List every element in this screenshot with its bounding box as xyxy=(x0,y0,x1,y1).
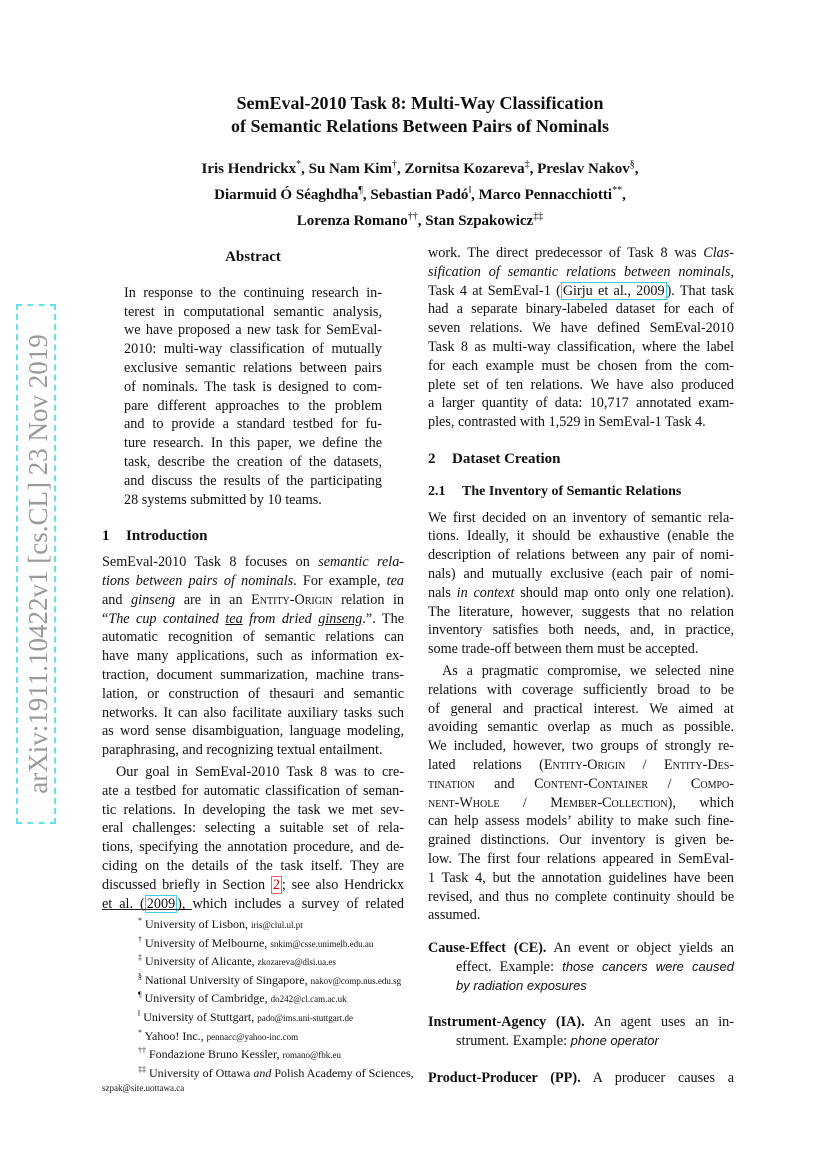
footnote: † University of Melbourne, snkim@csse.unimelb.edu.au xyxy=(138,934,374,950)
author-list xyxy=(100,154,740,232)
abstract-line: and to provide a standard testbed for fu- xyxy=(124,416,382,433)
intro-paragraph-1: SemEval-2010 Task 8 focuses on semantic rela- tions between pairs of nominals. For example, tea and ginseng are in an Entity-Origin relation in “The cup contained tea from dried ginseng.”. The automatic recognition of semantic relations can have many applications, such as information ex- traction, document summarization, machine trans- lation, or construction of thesauri and semantic networks. It can also facilitate auxiliary tasks such as word sense disambiguation, language modeling, paraphrasing, and recognizing textual entailment. xyxy=(102,554,405,759)
footnote: * University of Lisbon, iris@clul.ul.pt xyxy=(138,916,303,931)
relation-definition-product-producer: Product-Producer (PP). A producer causes a xyxy=(428,1070,735,1087)
section2-paragraph-1: We first decided on an inventory of semantic rela- tions. Ideally, it should be exhaustive (enable the description of relations between any pair of nomi- nals) and mutually exclusive (each pair of nomi- nals in context should map onto only one relation). The literature, however, suggests that no relation inventory satisfies both needs, and, in practice, some trade-off between them must be accepted. xyxy=(428,509,734,658)
abstract-line: of nominals. The task is designed to com- xyxy=(124,378,382,395)
footnote: ¶ University of Cambridge, do242@cl.cam.ac.uk xyxy=(138,990,347,1006)
abstract-heading: Abstract xyxy=(225,249,281,265)
author-line-1: Iris Hendrickx*, Su Nam Kim†, Zornitsa Kozareva‡, Preslav Nakov§, xyxy=(201,159,639,177)
arxiv-stamp: arXiv:1911.10422v1 [cs.CL] 23 Nov 2019 xyxy=(16,304,56,824)
subsection-heading-inventory: 2.1 The Inventory of Semantic Relations xyxy=(428,483,682,499)
abstract-line: 2010: multi-way classification of mutually xyxy=(124,341,382,358)
abstract-line: exclusive semantic relations between pairs xyxy=(124,359,382,376)
footnote: ‡ University of Alicante, zkozareva@dlsi.ua.es xyxy=(138,953,336,969)
abstract-line: In response to the continuing research in- xyxy=(124,284,382,301)
footnote: †† Fondazione Bruno Kessler, romano@fbk.eu xyxy=(138,1046,342,1062)
abstract-body xyxy=(124,284,382,510)
intro-paragraph-2-continued: work. The direct predecessor of Task 8 was Clas- sification of semantic relations between nominals, Task 4 at SemEval-1 ( Girju et al., 2009 ). That task had a separate binary-labeled dataset for each of seven relations. We have defined SemEval-2010 Task 8 as multi-way classification, where the label for each example must be chosen from the com- plete set of ten relations. We have also produced a larger quantity of data: 10,717 annotated exam- ples, contrasted with 1,529 in SemEval-1 Task 4. xyxy=(428,245,734,431)
abstract-line: terest in computational semantic analysis, xyxy=(124,303,382,320)
section2-paragraph-2: As a pragmatic compromise, we selected nine relations with coverage sufficiently broad to be of general and practical interest. We aimed at avoiding semantic overlap as much as possible. We included, however, two groups of strongly re- lated relations (Entity-Origin / Entity-Des- tination and Content-Container / Compo- nent-Whole / Member-Collection), which can help assess models’ ability to make such fine- grained distinctions. Our inventory is given be- low. The first four relations appeared in SemEval- 1 Task 4, but the annotation guidelines have been revised, and thus no complete continuity should be assumed. xyxy=(428,662,734,924)
footnote: * Yahoo! Inc., pennacc@yahoo-inc.com xyxy=(138,1027,299,1043)
left-column xyxy=(102,244,404,913)
footnote: § National University of Singapore, nakov@comp.nus.edu.sg xyxy=(138,971,402,987)
author-line-2: Diarmuid Ó Séaghdha¶, Sebastian Padó‖, Marco Pennacchiotti**, xyxy=(214,185,626,203)
footnote: ‡‡ University of Ottawa and Polish Academy of Sciences, xyxy=(138,1064,414,1080)
paper-title xyxy=(100,92,740,138)
author-line-3: Lorenza Romano††, Stan Szpakowicz‡‡ xyxy=(296,211,544,229)
abstract-line: task, describe the creation of the datasets, xyxy=(124,453,382,470)
title-line-1: SemEval-2010 Task 8: Multi-Way Classification xyxy=(236,93,604,113)
abstract-line: 28 systems submitted by 10 teams. xyxy=(124,491,322,508)
citation-link-hendrickx-2009[interactable]: 2009 xyxy=(146,895,176,912)
footnotes xyxy=(102,909,414,1096)
relation-definition-instrument-agency: Instrument-Agency (IA). An agent uses an in- strument. Example: phone operator xyxy=(428,1014,734,1050)
right-column xyxy=(428,244,734,1088)
intro-paragraph-2: Our goal in SemEval-2010 Task 8 was to cre- ate a testbed for automatic classification of seman- tic relations. In developing the task we met sev- eral challenges: selecting a suitable set of rela- tions, specifying the annotation procedure, and de- ciding on the details of the task itself. They are discussed briefly in Section 2 ; see also Hendrickx et al. ( 2009 ), which includes a survey of related xyxy=(102,763,404,912)
section-2-link[interactable]: 2 xyxy=(272,876,280,893)
relation-definition-cause-effect: Cause-Effect (CE). An event or object yields an effect. Example: those cancers were caused by radiation exposures xyxy=(428,940,734,993)
abstract-line: ture research. In this paper, we define the xyxy=(124,435,382,452)
footnote: ‖ University of Stuttgart, pado@ims.uni-stuttgart.de xyxy=(138,1008,354,1024)
title-line-2: of Semantic Relations Between Pairs of Nominals xyxy=(231,116,609,136)
section-heading-dataset-creation: 2 Dataset Creation xyxy=(428,450,561,467)
abstract-line: we have proposed a new task for SemEval- xyxy=(124,322,382,339)
abstract-line: pare different approaches to the problem xyxy=(124,397,382,414)
citation-link-girju-2009[interactable]: Girju et al., 2009 xyxy=(562,282,665,299)
abstract-line: and discuss the results of the participating xyxy=(124,472,382,489)
footnote-rule xyxy=(102,909,192,910)
footnote-continued: szpak@site.uottawa.ca xyxy=(102,1083,185,1094)
section-heading-introduction: 1 Introduction xyxy=(102,528,208,545)
